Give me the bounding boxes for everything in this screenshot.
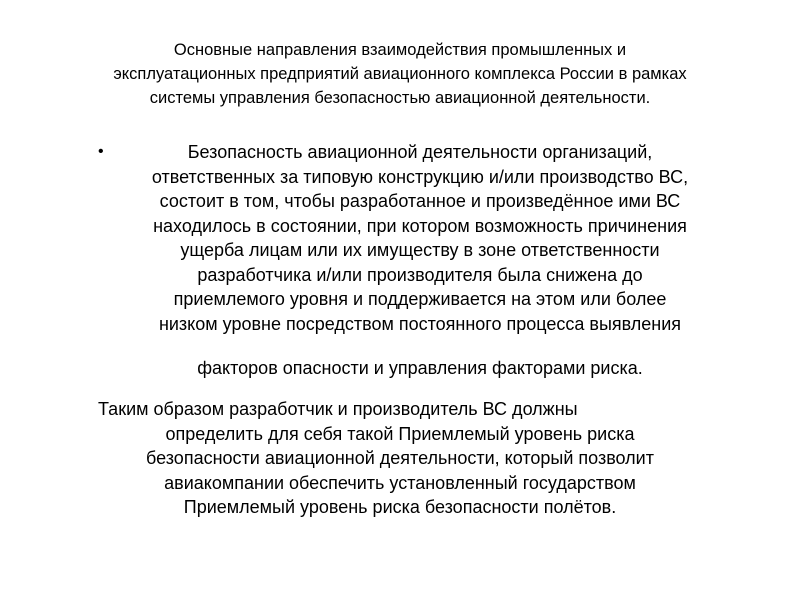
bullet-line: разработчика и/или производителя была снижена до — [197, 264, 643, 285]
title-line: Основные направления взаимодействия промышленных и — [173, 41, 627, 59]
summary-line: безопасности авиационной деятельности, который позволит — [146, 448, 654, 468]
bullet-line: Безопасность авиационной деятельности организаций, — [187, 142, 653, 162]
summary-paragraph — [40, 397, 760, 520]
summary-line: Таким образом разработчик и производитель ВС должны — [98, 399, 578, 419]
bullet-line: факторов опасности и управления факторами риска. — [197, 358, 643, 378]
summary-line: определить для себя такой Приемлемый уровень риска — [165, 423, 635, 444]
bullet-line: приемлемого уровня и поддерживается на этом или более — [173, 289, 667, 309]
bullet-line: ответственных за типовую конструкцию и/или производство ВС, — [151, 166, 689, 187]
summary-line: Приемлемый уровень риска безопасности полётов. — [183, 497, 617, 517]
slide-title — [30, 38, 770, 110]
title-line: эксплуатационных предприятий авиационного комплекса России в рамках — [113, 65, 687, 83]
bullet-line: находилось в состоянии, при котором возможность причинения — [153, 215, 687, 236]
bullet-paragraph — [70, 140, 770, 381]
title-line: системы управления безопасностью авиационной деятельности. — [149, 89, 651, 107]
bullet-dot-icon: • — [98, 143, 104, 160]
bullet-line: ущерба лицам или их имуществу в зоне ответственности — [180, 240, 660, 260]
bullet-line: низком уровне посредством постоянного процесса выявления — [158, 313, 682, 334]
summary-line: авиакомпании обеспечить установленный государством — [164, 472, 636, 493]
bullet-line: состоит в том, чтобы разработанное и произведённое ими ВС — [159, 191, 681, 211]
